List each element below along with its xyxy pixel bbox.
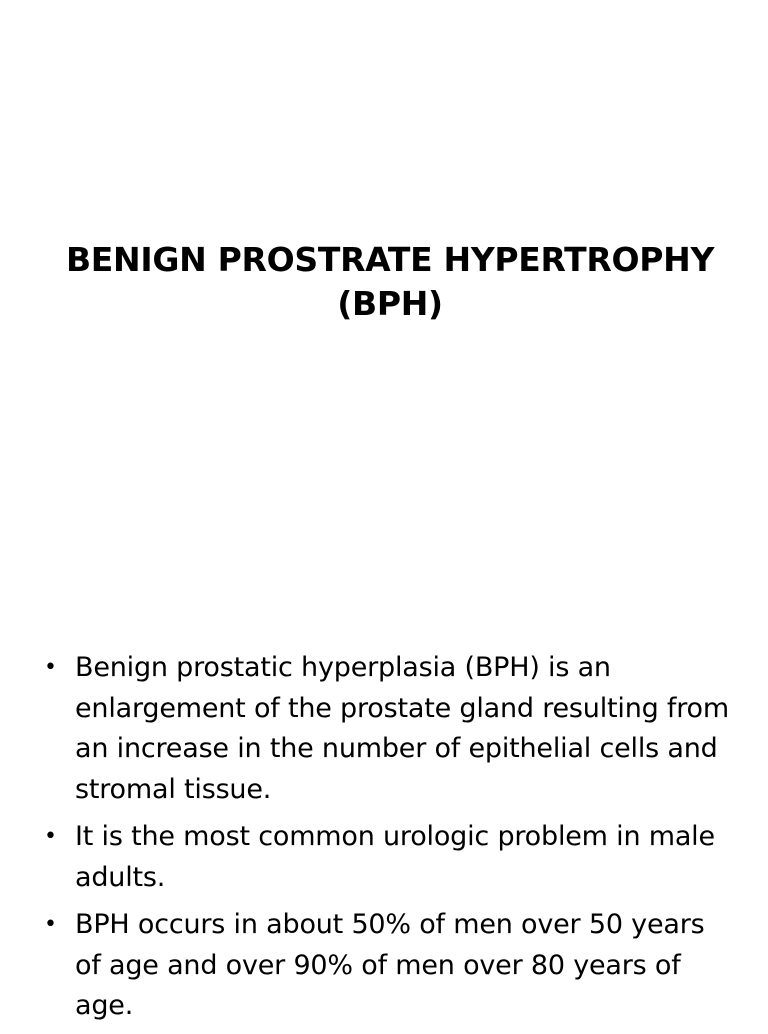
bullet-text-2: It is the most common urologic problem in male adults. [75, 821, 715, 893]
bullet-text-1: Benign prostatic hyperplasia (BPH) is an enlargement of the prostate gland resulting from an increase in the number of epithelial cells and stromal tissue. [75, 652, 729, 805]
bullet-dot-icon: • [44, 912, 57, 937]
bullet-dot-icon: • [44, 655, 57, 680]
slide-title [40, 238, 740, 326]
bullet-item-2 [44, 817, 734, 898]
bullet-item-3 [44, 905, 734, 1027]
bullet-item-1 [44, 648, 734, 810]
bullet-text-3: BPH occurs in about 50% of men over 50 years of age and over 90% of men over 80 years of age. [75, 909, 705, 1021]
slide-title-line-2: (BPH) [337, 284, 443, 323]
bullet-dot-icon: • [44, 824, 57, 849]
slide-title-line-1: BENIGN PROSTRATE HYPERTROPHY [65, 240, 715, 279]
bullet-list [44, 648, 734, 1034]
